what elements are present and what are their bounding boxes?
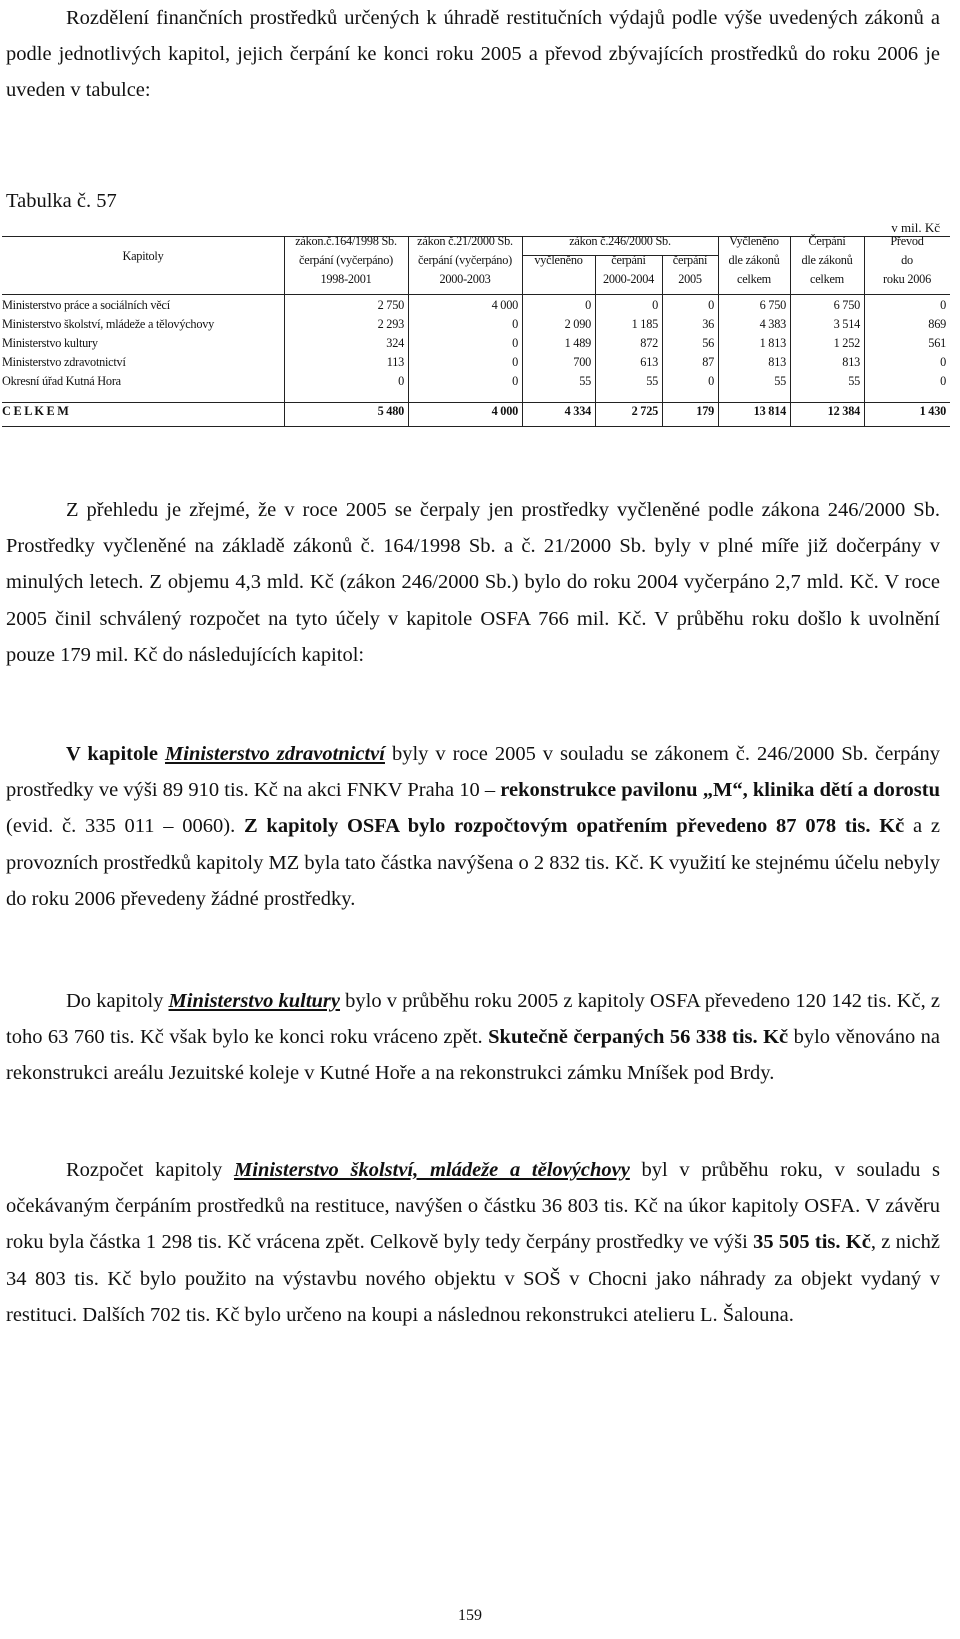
header-celkem: celkem [809, 272, 844, 286]
cell-value: 5 480 [377, 404, 404, 418]
cell-value: 0 [512, 355, 518, 369]
ministry-name-zdravotnictvi: Ministerstvo zdravotnictví [165, 743, 385, 765]
cell-value: 4 000 [491, 298, 518, 312]
cell-value: 113 [386, 355, 404, 369]
summary-text: Z přehledu je zřejmé, že v roce 2005 se čerpaly jen prostředky vyčleněné podle zákona 246/2000 Sb. Prostředky vyčleněné na základě zákonů č. 164/1998 Sb. a č. 21/2000 Sb. byly v plné míře již dočerpány v minulých letech. Z objemu 4,3 mld. Kč (zákon 246/2000 Sb.) bylo do roku 2004 vyčerpáno 2,7 mld. Kč. V roce 2005 činil schválený rozpočet na tyto účely v kapitole OSFA 766 mil. Kč. V průběhu roku došlo k uvolnění pouze 179 mil. Kč do následujících kapitol: [6, 499, 940, 666]
cell-value: 1 430 [919, 404, 946, 418]
cell-value: 0 [398, 374, 404, 388]
header-do: do [901, 253, 913, 267]
header-kapitoly: Kapitoly [122, 249, 164, 263]
p3-text: bylo v průběhu roku 2005 z kapitoly OSFA převedeno 120 142 tis. Kč, z toho 63 760 tis. Kč však bylo ke konci roku vráceno zpět. [6, 990, 941, 1049]
cell-value: 55 [848, 374, 860, 388]
row-label: Okresní úřad Kutná Hora [2, 374, 121, 388]
p4-lead: Rozpočet kapitoly [66, 1159, 223, 1181]
cell-value: 561 [928, 336, 946, 350]
header-cerpani-celkem: Čerpání [808, 234, 846, 248]
p3-rest: bylo věnováno na rekonstrukci areálu Jezuitské koleje v Kutné Hoře a na rekonstrukci zámku Mníšek pod Brdy. [6, 1026, 940, 1085]
header-zakon-246: zákon č.246/2000 Sb. [569, 234, 671, 248]
paragraph-kultura [6, 983, 940, 1092]
row-label: Ministerstvo zdravotnictví [2, 355, 126, 369]
cell-value: 12 384 [827, 404, 860, 418]
p2-project-name: rekonstrukce pavilonu „M“, klinika dětí a dorostu [500, 779, 941, 802]
header-dle-zakonu: dle zákonů [728, 253, 780, 267]
cell-value: 0 [940, 374, 946, 388]
row-label: Ministerstvo práce a sociálních věcí [2, 298, 170, 312]
header-cerpani: čerpání [672, 253, 708, 267]
cell-value: 4 000 [491, 404, 518, 418]
table-bottom-rule [2, 426, 950, 427]
header-cerpani: čerpání (vyčerpáno) [299, 253, 393, 267]
cell-value: 0 [512, 374, 518, 388]
cell-value: 6 750 [759, 298, 786, 312]
intro-text: Rozdělení finančních prostředků určených k úhradě restitučních výdajů podle výše uvedených zákonů a podle jednotlivých kapitol, jejich čerpání ke konci roku 2005 a převod zbývajících prostředků do roku 2006 je uveden v tabulce: [6, 7, 940, 102]
page-number: 159 [458, 1607, 482, 1624]
ministry-name-kultury: Ministerstvo kultury [168, 990, 341, 1012]
ministry-name-skolstvi: Ministerstvo školství, mládeže a tělovýchovy [234, 1159, 630, 1181]
header-period: 1998-2001 [320, 272, 372, 286]
table-label: Tabulka č. 57 [6, 190, 117, 212]
unit-label: v mil. Kč [891, 220, 940, 235]
header-celkem: celkem [736, 272, 771, 286]
cell-value: 700 [573, 355, 591, 369]
header-period: 2000-2004 [602, 272, 655, 286]
p4-bold: 35 505 tis. Kč [753, 1231, 871, 1254]
cell-value: 4 383 [759, 317, 786, 331]
p3-bold: Skutečně čerpaných 56 338 tis. Kč [488, 1026, 789, 1049]
cell-value: 2 725 [631, 404, 658, 418]
cell-value: 6 750 [833, 298, 860, 312]
p3-lead: Do kapitoly [66, 990, 164, 1012]
paragraph-skolstvi [6, 1152, 940, 1333]
header-bottom-rule [2, 294, 950, 295]
row-label: Ministerstvo školství, mládeže a tělovýchovy [2, 317, 215, 331]
cell-value: 813 [842, 355, 860, 369]
cell-value: 3 514 [833, 317, 860, 331]
header-prevod: Převod [890, 234, 924, 248]
header-period: 2000-2003 [439, 272, 491, 286]
cell-value: 813 [768, 355, 786, 369]
p2-evid: (evid. č. 335 011 – 0060). [6, 815, 236, 838]
cell-value: 872 [640, 336, 658, 350]
cell-value: 0 [652, 298, 658, 312]
header-cerpani: čerpání [611, 253, 646, 267]
p2-text: byly v roce 2005 v souladu se zákonem č. 246/2000 Sb. čerpány prostředky ve výši 89 910 tis. Kč na akci FNKV Praha 10 – [6, 743, 941, 802]
header-vycleneno-celkem: Vyčleněno [729, 234, 779, 248]
header-roku: roku 2006 [883, 272, 931, 286]
total-top-rule [2, 402, 950, 403]
p2-rest: a z provozních prostředků kapitoly MZ byla tato částka navýšena o 2 832 tis. Kč. K využití ke stejnému účelu nebyly do roku 2006 převedeny žádné prostředky. [6, 815, 940, 910]
cell-value: 179 [696, 404, 714, 418]
cell-value: 869 [928, 317, 946, 331]
cell-value: 1 252 [833, 336, 860, 350]
header-vycleneno: vyčleněno [534, 253, 583, 267]
cell-value: 1 489 [564, 336, 591, 350]
header-zakon-164: zákon.č.164/1998 Sb. [295, 234, 397, 248]
cell-value: 55 [774, 374, 786, 388]
cell-value: 0 [940, 355, 946, 369]
cell-value: 324 [386, 336, 404, 350]
cell-value: 13 814 [753, 404, 786, 418]
cell-value: 0 [708, 374, 714, 388]
row-label: C E L K E M [2, 404, 69, 418]
cell-value: 1 185 [631, 317, 658, 331]
cell-value: 0 [940, 298, 946, 312]
cell-value: 2 293 [377, 317, 404, 331]
intro-paragraph [6, 0, 940, 109]
cell-value: 36 [702, 317, 714, 331]
cell-value: 56 [702, 336, 714, 350]
cell-value: 2 750 [377, 298, 404, 312]
p4-rest: , z nichž 34 803 tis. Kč bylo použito na výstavbu nového objektu v SOŠ v Chocni jako náhrady za objekt vydaný v restituci. Dalších 702 tis. Kč bylo určeno na koupi a následnou rekonstrukci atelieru L. Šalouna. [6, 1231, 941, 1326]
cell-value: 55 [646, 374, 658, 388]
cell-value: 0 [585, 298, 591, 312]
header-zakon-21: zákon č.21/2000 Sb. [417, 234, 513, 248]
cell-value: 55 [579, 374, 591, 388]
p2-transfer: Z kapitoly OSFA bylo rozpočtovým opatřením převedeno 87 078 tis. Kč [243, 815, 905, 838]
paragraph-summary [6, 492, 940, 673]
cell-value: 0 [512, 317, 518, 331]
header-period: 2005 [678, 272, 702, 286]
row-label: Ministerstvo kultury [2, 336, 98, 350]
cell-value: 1 813 [759, 336, 786, 350]
header-dle-zakonu: dle zákonů [801, 253, 853, 267]
cell-value: 4 334 [564, 404, 591, 418]
p2-lead: V kapitole [66, 743, 159, 765]
header-cerpani: čerpání (vyčerpáno) [418, 253, 512, 267]
cell-value: 0 [708, 298, 714, 312]
cell-value: 87 [702, 355, 714, 369]
cell-value: 2 090 [564, 317, 591, 331]
cell-value: 613 [640, 355, 658, 369]
p4-text: byl v průběhu roku, v souladu s očekávaným čerpáním prostředků na restituce, navýšen o částku 36 803 tis. Kč na úkor kapitoly OSFA. V závěru roku byla částka 1 298 tis. Kč vrácena zpět. Celkově byly tedy čerpány prostředky ve výši [6, 1159, 941, 1254]
paragraph-zdravotnictvi [6, 736, 940, 917]
cell-value: 0 [512, 336, 518, 350]
